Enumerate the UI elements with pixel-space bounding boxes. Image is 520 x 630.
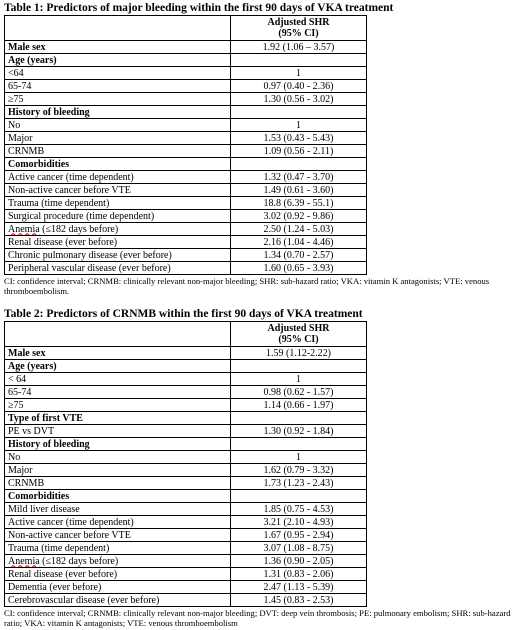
row-value: 1.34 (0.70 - 2.57) [231, 249, 367, 262]
row-label [5, 503, 231, 516]
row-label [5, 386, 231, 399]
row-label-text: Major [8, 464, 33, 476]
row-label-text: Chronic pulmonary disease (ever before) [8, 249, 172, 261]
spacer [4, 296, 516, 308]
table-row [5, 529, 367, 542]
row-value [231, 54, 367, 67]
table-row [5, 119, 367, 132]
table-row [5, 542, 367, 555]
table-row [5, 477, 367, 490]
header-row [5, 322, 367, 347]
row-label [5, 158, 231, 171]
table-row [5, 451, 367, 464]
row-value: 3.02 (0.92 - 9.86) [231, 210, 367, 223]
row-label [5, 80, 231, 93]
row-label-text: < 64 [8, 373, 27, 385]
table-row [5, 223, 367, 236]
row-value: 1.09 (0.56 - 2.11) [231, 145, 367, 158]
row-label [5, 236, 231, 249]
row-value: 1.36 (0.90 - 2.05) [231, 555, 367, 568]
table-row [5, 249, 367, 262]
table-row [5, 594, 367, 607]
table1 [4, 15, 367, 275]
row-label [5, 425, 231, 438]
table-row [5, 236, 367, 249]
header-line: Adjusted SHR [267, 17, 330, 28]
table-row [5, 347, 367, 360]
row-value: 1.85 (0.75 - 4.53) [231, 503, 367, 516]
row-label [5, 106, 231, 119]
table-row [5, 184, 367, 197]
table2 [4, 321, 367, 607]
table-row [5, 373, 367, 386]
row-label-text: Mild liver disease [8, 503, 80, 515]
row-value [231, 412, 367, 425]
row-label [5, 490, 231, 503]
row-label [5, 119, 231, 132]
row-label-text: ≥75 [8, 93, 24, 105]
row-label: Anemia (≤182 days before) [5, 223, 231, 236]
row-label-text: Comorbidities [8, 158, 70, 170]
row-label [5, 373, 231, 386]
table-row [5, 210, 367, 223]
table1-footnote: CI: confidence interval; CRNMB: clinically relevant non-major bleeding; SHR: sub-hazard ratio; VKA: vitamin K antagonists; VTE: venous thromboembolism. [4, 276, 490, 296]
table-row [5, 386, 367, 399]
row-label [5, 451, 231, 464]
row-label-text: ≥75 [8, 399, 24, 411]
row-label [5, 477, 231, 490]
row-value: 1.49 (0.61 - 3.60) [231, 184, 367, 197]
table-row [5, 80, 367, 93]
row-label-text: Active cancer (time dependent) [8, 516, 134, 528]
table-row [5, 93, 367, 106]
header-blank-cell [5, 322, 231, 347]
table-row [5, 132, 367, 145]
row-label [5, 54, 231, 67]
row-label-text: Major [8, 132, 33, 144]
row-value: 3.21 (2.10 - 4.93) [231, 516, 367, 529]
header-line: Adjusted SHR [267, 323, 330, 334]
row-label-text: Age (years) [8, 54, 57, 66]
row-label-text: Surgical procedure (time dependent) [8, 210, 155, 222]
row-value: 1.73 (1.23 - 2.43) [231, 477, 367, 490]
row-label-text: CRNMB [8, 477, 45, 489]
spellcheck-word: Anemia [8, 555, 40, 567]
row-label [5, 249, 231, 262]
row-label [5, 516, 231, 529]
row-value: 1.30 (0.56 - 3.02) [231, 93, 367, 106]
row-label [5, 210, 231, 223]
row-label-text: Trauma (time dependent) [8, 197, 110, 209]
row-value: 18.8 (6.39 - 55.1) [231, 197, 367, 210]
row-label-text: History of bleeding [8, 438, 90, 450]
table-row [5, 158, 367, 171]
row-label-text: <64 [8, 67, 24, 79]
row-value: 1.30 (0.92 - 1.84) [231, 425, 367, 438]
row-value: 1.32 (0.47 - 3.70) [231, 171, 367, 184]
table-row [5, 516, 367, 529]
table-row [5, 41, 367, 54]
row-value: 1.53 (0.43 - 5.43) [231, 132, 367, 145]
table-row [5, 399, 367, 412]
spellcheck-word: Anemia [8, 223, 40, 235]
row-value: 1.60 (0.65 - 3.93) [231, 262, 367, 275]
row-label-text: Renal disease (ever before) [8, 236, 118, 248]
row-label [5, 145, 231, 158]
row-label [5, 67, 231, 80]
row-label: Anemia (≤182 days before) [5, 555, 231, 568]
table-row [5, 412, 367, 425]
row-label [5, 542, 231, 555]
header-blank-cell [5, 16, 231, 41]
header-line: (95% CI) [278, 334, 319, 345]
row-value: 0.98 (0.62 - 1.57) [231, 386, 367, 399]
row-label-text: Trauma (time dependent) [8, 542, 110, 554]
header-line: (95% CI) [278, 28, 319, 39]
table-row [5, 568, 367, 581]
table-row [5, 425, 367, 438]
row-label-text: Renal disease (ever before) [8, 568, 118, 580]
row-value [231, 490, 367, 503]
table2-body [5, 322, 367, 607]
table-row [5, 197, 367, 210]
row-label [5, 171, 231, 184]
row-label-text: PE vs DVT [8, 425, 55, 437]
row-label-text: Peripheral vascular disease (ever before) [8, 262, 171, 274]
row-label-text: 65-74 [8, 386, 32, 398]
row-label [5, 347, 231, 360]
header-cell [231, 322, 367, 347]
row-value: 1.67 (0.95 - 2.94) [231, 529, 367, 542]
row-value [231, 106, 367, 119]
row-value: 1 [231, 67, 367, 80]
table1-caption: Table 1: Predictors of major bleeding within the first 90 days of VKA treatment [4, 2, 394, 14]
row-label-text: Age (years) [8, 360, 57, 372]
row-label-text: Active cancer (time dependent) [8, 171, 134, 183]
row-value: 1.45 (0.83 - 2.53) [231, 594, 367, 607]
row-label [5, 132, 231, 145]
row-label-text: Comorbidities [8, 490, 70, 502]
table-row [5, 555, 367, 568]
row-label [5, 262, 231, 275]
table-row [5, 67, 367, 80]
row-value [231, 360, 367, 373]
row-label-text: Non-active cancer before VTE [8, 529, 131, 541]
row-label [5, 594, 231, 607]
table-row [5, 464, 367, 477]
table-row [5, 438, 367, 451]
row-label-text: Male sex [8, 347, 46, 359]
row-value: 2.47 (1.13 - 5.39) [231, 581, 367, 594]
row-label [5, 399, 231, 412]
row-label [5, 184, 231, 197]
row-label [5, 41, 231, 54]
table-row [5, 360, 367, 373]
row-label-text: History of bleeding [8, 106, 90, 118]
row-label-text: 65-74 [8, 80, 32, 92]
row-label-text: No [8, 451, 21, 463]
table-row [5, 581, 367, 594]
header-cell [231, 16, 367, 41]
table-row [5, 54, 367, 67]
table-row [5, 145, 367, 158]
row-label [5, 412, 231, 425]
table-row [5, 490, 367, 503]
row-label-text: No [8, 119, 21, 131]
row-value: 2.50 (1.24 - 5.03) [231, 223, 367, 236]
row-value: 1 [231, 373, 367, 386]
table-row [5, 171, 367, 184]
table-row [5, 106, 367, 119]
row-value: 1.31 (0.83 - 2.06) [231, 568, 367, 581]
table2-footnote: CI: confidence interval; CRNMB: clinically relevant non-major bleeding; DVT: deep vein thrombosis; PE: pulmonary embolism; SHR: sub-hazard ratio; VKA: vitamin K antagonists; VTE: venous thromboembolism [4, 608, 511, 628]
row-label-text: Male sex [8, 41, 46, 53]
row-label [5, 197, 231, 210]
row-label [5, 568, 231, 581]
row-label [5, 93, 231, 106]
row-label [5, 438, 231, 451]
row-value: 1 [231, 119, 367, 132]
row-label-text: Cerebrovascular disease (ever before) [8, 594, 160, 606]
table1-body [5, 16, 367, 275]
row-label-text: CRNMB [8, 145, 45, 157]
header-row [5, 16, 367, 41]
row-label-text: Type of first VTE [8, 412, 83, 424]
row-value: 3.07 (1.08 - 8.75) [231, 542, 367, 555]
row-label-text: Non-active cancer before VTE [8, 184, 131, 196]
document [4, 2, 516, 628]
table-row [5, 262, 367, 275]
row-label [5, 581, 231, 594]
row-value: 2.16 (1.04 - 4.46) [231, 236, 367, 249]
row-label [5, 464, 231, 477]
row-label [5, 360, 231, 373]
row-value: 1.14 (0.66 - 1.97) [231, 399, 367, 412]
row-value: 1.92 (1.06 – 3.57) [231, 41, 367, 54]
row-value: 1 [231, 451, 367, 464]
row-label-text: Dementia (ever before) [8, 581, 102, 593]
table-row [5, 503, 367, 516]
row-value: 0.97 (0.40 - 2.36) [231, 80, 367, 93]
table2-caption: Table 2: Predictors of CRNMB within the first 90 days of VKA treatment [4, 308, 363, 320]
row-value: 1.59 (1.12-2.22) [231, 347, 367, 360]
row-value [231, 438, 367, 451]
row-value [231, 158, 367, 171]
row-label [5, 529, 231, 542]
row-value: 1.62 (0.79 - 3.32) [231, 464, 367, 477]
